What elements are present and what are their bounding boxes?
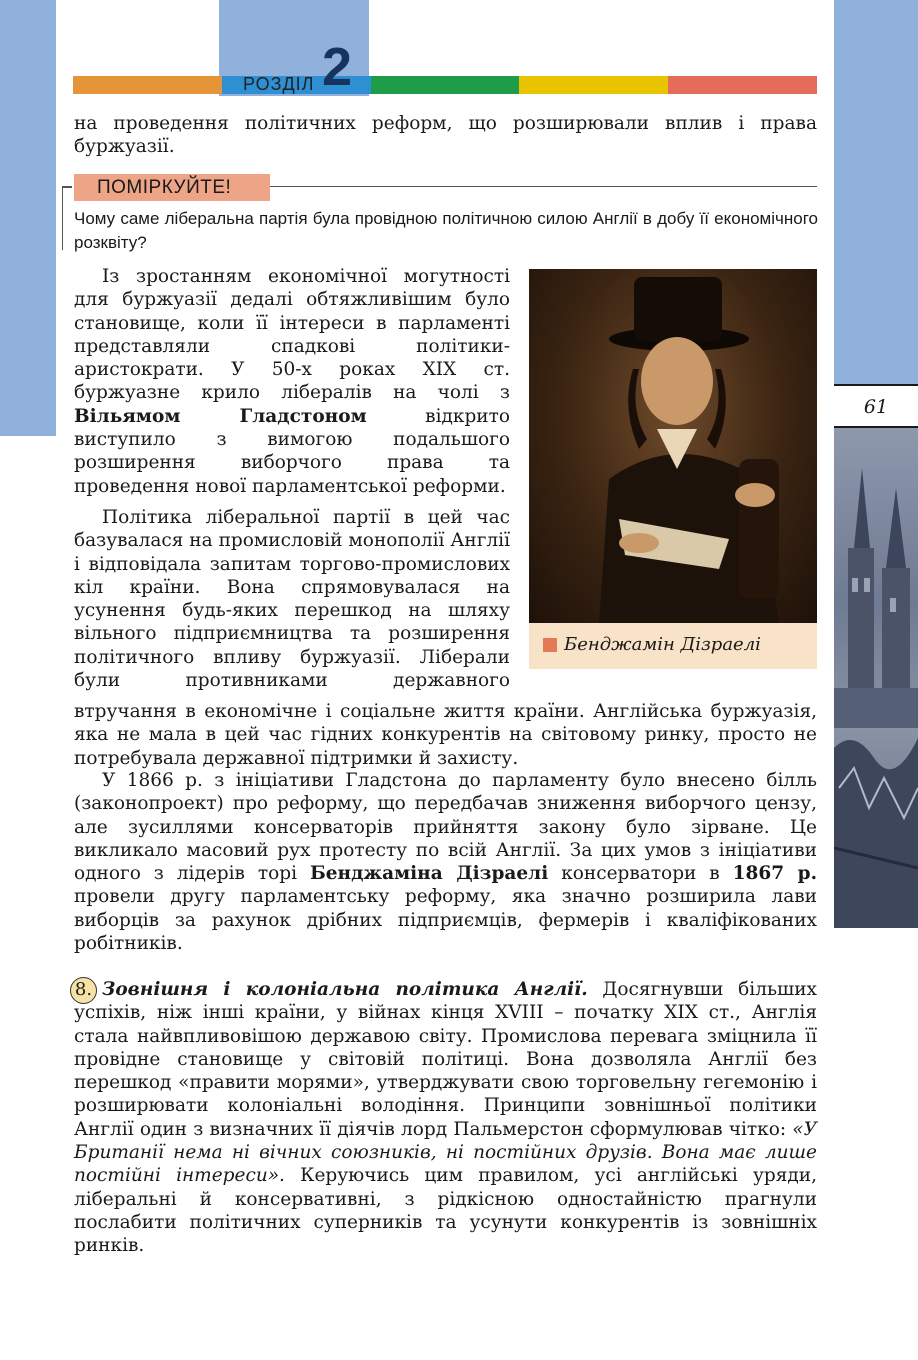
p1-text-b: відкрито виступило з вимогою подальшого розширення виборчого права та проведення нової парламентської реформи. (74, 405, 510, 497)
portrait-photo (529, 269, 817, 623)
think-frame-rule (270, 186, 817, 187)
photo-caption-box (529, 623, 817, 669)
color-bar-segment-orange (73, 76, 222, 94)
color-bar-segment-yellow (519, 76, 668, 94)
body-paragraph-3 (74, 769, 817, 955)
p1-text-a: Із зростанням економічної могутності для буржуазії дедалі обтяжливішим було становище, коли її інтереси в парламенті представляли спадкові політики-аристократи. У 50-х роках XIX ст. буржуазне крило лібералів на чолі з (74, 266, 510, 404)
body-paragraph-2 (74, 506, 510, 692)
page-number-box (834, 384, 918, 428)
section-8-title: Зовнішня і колоніальна політика Англії. (102, 979, 588, 1000)
p3-bold-year: 1867 р. (732, 863, 818, 885)
body-paragraph-2-continued (74, 700, 817, 770)
chapter-number: 2 (322, 37, 353, 97)
palmerston-quote: «У Британії нема ні вічних союзників, ні постійних друзів. Вона має лише постійні інтереси». (74, 1118, 817, 1187)
intro-paragraph (74, 112, 817, 159)
chapter-label: РОЗДІЛ (243, 74, 315, 94)
right-margin-band (834, 0, 918, 1360)
photo-caption: Бенджамін Дізраелі (564, 634, 761, 655)
color-bar-segment-green (371, 76, 520, 94)
color-bar-segment-red (668, 76, 817, 94)
think-badge: ПОМІРКУЙТЕ! (74, 174, 270, 201)
p1-bold-name: Вільямом Гладстоном (74, 405, 367, 427)
p3-bold-name: Бенджаміна Дізраелі (309, 863, 549, 885)
chapter-color-bar (73, 76, 817, 94)
left-margin-tab (0, 0, 56, 436)
p3-text-a: У 1866 р. з ініціативи Гладстона до парламенту було внесено білль (законопроект) про реформу, що передбачав зниження виборчого цензу, але зусиллями консерваторів прийняття закону було зірване. Це викликало масовий рух протесту по всій Англії. За цих умов з ініціативи одного з лідерів торі (74, 770, 817, 885)
p2-text-a: Політика ліберальної партії в цей час базувалася на промисловій монополії Англії і відповідала запитам торгово-промислових кіл країни. Вона спрямовувалася на усунення будь-яких перешкод на шляху вільного підприємництва та розширення політичного впливу буржуазії. Ліберали були противниками державного (74, 507, 510, 692)
think-frame-left (62, 186, 63, 250)
section-8-text-b: Керуючись цим правилом, усі англійські уряди, ліберальні й консервативні, з рідкісною одностайністю прагнули послабити політичних суперників та усунути конкурентів із зовнішніх ринків. (74, 1165, 817, 1257)
p2-text-b: втручання в економічне і соціальне життя країни. Англійська буржуазія, яка не мала в цей час гідних конкурентів на світовому ринку, просто не потребувала державної підтримки й захисту. (74, 701, 817, 769)
think-frame-top (62, 186, 72, 188)
think-question: Чому саме ліберальна партія була провідною політичною силою Англії в добу її економічного розквіту? (74, 209, 818, 252)
page-number: 61 (863, 396, 889, 418)
p3-text-b: консерватори в (548, 863, 733, 885)
right-margin-tab (834, 0, 918, 384)
intro-text: на проведення політичних реформ, що розширювали вплив і права буржуазії. (74, 113, 817, 158)
section-8-paragraph (74, 978, 817, 1258)
section-8-text-a: Досягнувши більших успіхів, ніж інші країни, у війнах кінця XVIII – початку XIX ст., Англія стала найвпливовішою державою світу. Промислова перевага зміцнила її провідне становище у світовій політиці. Вона дозволяла Англії без перешкод «правити морями», утверджувати свою торговельну гегемонію і розширювати колоніальні володіння. Принципи зовнішньої політики Англії один з визначних її діячів лорд Пальмерстон сформулював чітко: (74, 979, 817, 1140)
margin-engraving-image (834, 428, 918, 928)
section-number-badge: 8. (70, 977, 97, 1004)
p3-text-c: провели другу парламентську реформу, яка значно розширила лави виборців за рахунок дрібних підприємців, фермерів і кваліфікованих робітників. (74, 886, 817, 955)
body-paragraph-1 (74, 265, 510, 498)
caption-marker-icon (543, 638, 557, 652)
